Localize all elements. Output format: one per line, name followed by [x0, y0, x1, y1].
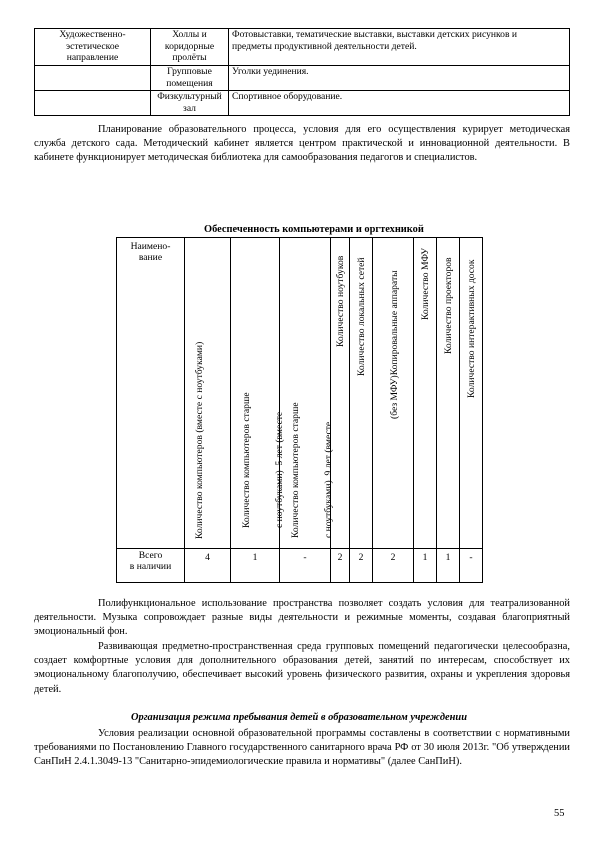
table-header-row: [117, 238, 483, 549]
pc-table-title: Обеспеченность компьютерами и оргтехникой: [204, 224, 424, 235]
direction-cell: Художественно- эстетическое направление: [35, 29, 151, 66]
content-cell: Спортивное оборудование.: [229, 91, 570, 116]
regime-paragraph: Условия реализации основной образовательной программы составлены в соответствии с нормативными требованиями по Постановлению Главного государственного санитарного врача РФ от 30 июля 2013г. "Об утверждении СанПиН 2.4.1.3049-13 "Санитарно-эпидемиологические правила и нормативы" (далее СанПиН).: [34, 728, 570, 768]
regime-heading: Организация режима пребывания детей в образовательном учреждении: [131, 712, 467, 723]
table-row: [35, 66, 570, 91]
environment-paragraph: Развивающая предметно-пространственная среда групповых помещений педагогически целесообразна, создает комфортные условия для дополнительного образования детей, занятий по интересам, способствует их эмоциональному благополучию, обеспечивает высокий уровень физического развития, охраны и укрепления здоровья детей.: [34, 641, 570, 695]
column-header-label: Количество компьютеров (вместе с ноутбуками): [194, 341, 205, 539]
content-cell: Уголки уединения.: [229, 66, 570, 91]
multifunctional-paragraph: Полифункциональное использование пространства позволяет создать условия для театрализованной деятельности. Музыка сопровождает разные виды деятельности и режимные моменты, создавая благоприятный эмоциональный фон.: [34, 598, 570, 638]
direction-cell: [35, 66, 151, 91]
value-cell: 2: [331, 549, 350, 583]
column-header: [373, 238, 414, 549]
column-header: [231, 238, 285, 549]
column-header: [331, 238, 350, 549]
column-header: [350, 238, 373, 549]
page-number: 55: [554, 808, 565, 819]
column-header-label: Количество ноутбуков: [335, 255, 346, 347]
table-row: [35, 29, 570, 66]
value-cell: 2: [373, 549, 414, 583]
zones-table: [34, 28, 570, 116]
column-header-label: Количество локальных сетей: [356, 257, 367, 376]
value-cell: 4: [185, 549, 231, 583]
column-header: [437, 238, 460, 549]
column-header-label: Количество МФУ: [420, 248, 431, 320]
place-cell: Физкультурный зал: [151, 91, 229, 116]
column-header-label: Количество компьютеров старше с ноутбуками) 5 лет (вместе: [241, 392, 285, 528]
value-cell: 2: [350, 549, 373, 583]
place-cell: Холлы и коридорные пролёты: [151, 29, 229, 66]
column-header: [185, 238, 231, 549]
column-header: [280, 238, 334, 549]
column-header: [414, 238, 437, 549]
table-row: [35, 91, 570, 116]
content-cell: Фотовыставки, тематические выставки, выставки детских рисунков и предметы продуктивной деятельности детей.: [229, 29, 570, 66]
value-cell: 1: [414, 549, 437, 583]
methodical-paragraph: Планирование образовательного процесса, условия для его осуществления курирует методическая служба детского сада. Методический кабинет является центром практической и инновационной деятельности. В кабинете функционирует методическая библиотека для самообразования педагогов и специалистов.: [34, 124, 570, 164]
value-cell: -: [280, 549, 331, 583]
column-header-label: Количество проекторов: [443, 257, 454, 354]
table-row: [117, 549, 483, 583]
direction-cell: [35, 91, 151, 116]
row-label: Всего в наличии: [117, 549, 185, 583]
place-cell: Групповые помещения: [151, 66, 229, 91]
value-cell: 1: [437, 549, 460, 583]
value-cell: 1: [231, 549, 280, 583]
column-header-label: (без МФУ)Копировальные аппараты: [389, 270, 400, 419]
column-header: [460, 238, 483, 549]
name-header: Наимено- вание: [117, 238, 185, 549]
column-header-label: Количество компьютеров старше с ноутбуками) 9 лет (вместе: [290, 402, 334, 538]
value-cell: -: [460, 549, 483, 583]
column-header-label: Количество интерактивных досок: [466, 259, 477, 398]
computers-table: [116, 237, 483, 583]
